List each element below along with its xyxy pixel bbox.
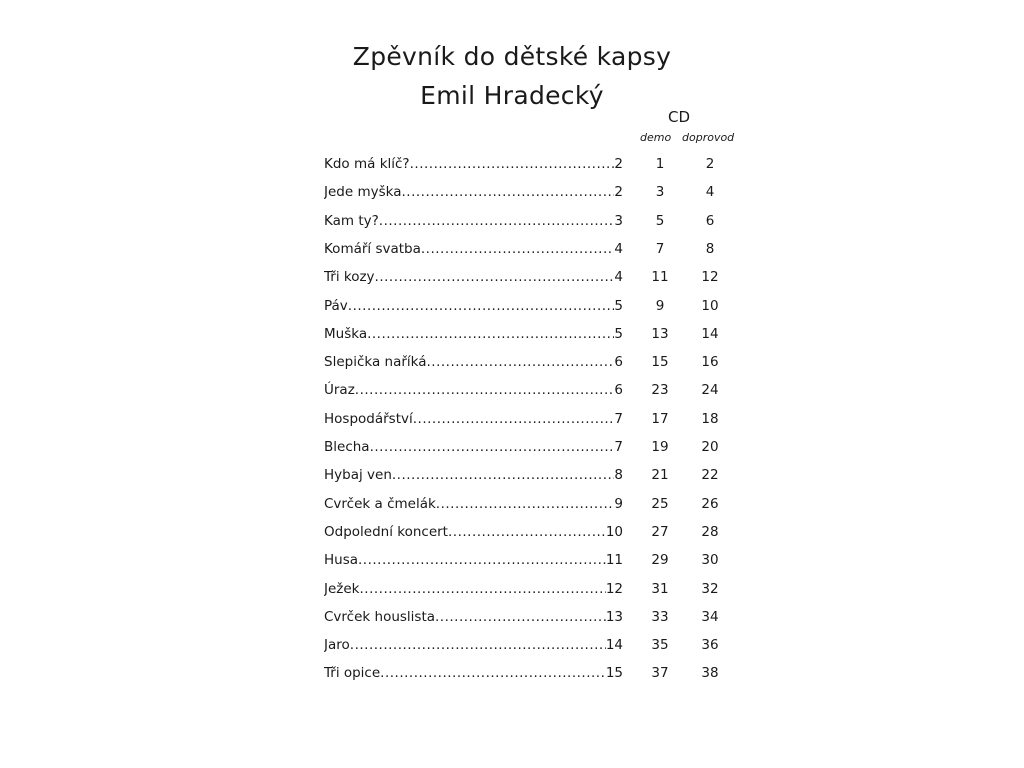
toc-row: [0, 631, 1024, 659]
toc-row: [0, 405, 1024, 433]
cd-accompaniment-track: 6: [705, 212, 715, 229]
page-number: 5: [614, 325, 623, 342]
page-number: 15: [605, 665, 623, 682]
toc-row: [0, 433, 1024, 461]
toc-row: [0, 518, 1024, 546]
page-number: 8: [614, 467, 623, 484]
song-title: Muška: [324, 325, 368, 342]
cd-accompaniment-track: 12: [701, 269, 719, 286]
dot-leader: [358, 546, 606, 574]
dot-leader: [360, 575, 606, 603]
dot-leader: [375, 263, 615, 291]
toc-row: [0, 376, 1024, 404]
cd-demo-track: 7: [655, 240, 665, 257]
dot-leader: [421, 235, 615, 263]
dot-leader: [380, 659, 606, 687]
song-title: Komáří svatba: [324, 240, 421, 257]
cd-demo-track: 5: [655, 212, 665, 229]
cd-accompaniment-track: 36: [701, 637, 719, 654]
toc-entry: [324, 292, 623, 320]
song-title: Tři kozy: [324, 269, 375, 286]
toc-entry: [324, 150, 623, 178]
cd-demo-track: 37: [651, 665, 669, 682]
dot-leader: [413, 405, 615, 433]
song-title: Cvrček a čmelák: [324, 495, 436, 512]
cd-accompaniment-track: 16: [701, 354, 719, 371]
toc-entry: [324, 490, 623, 518]
dot-leader: [379, 207, 615, 235]
demo-column-label: demo: [640, 131, 672, 144]
page-number: 11: [605, 552, 623, 569]
cd-demo-track: 21: [651, 467, 669, 484]
song-title: Páv: [324, 297, 348, 314]
toc-row: [0, 490, 1024, 518]
toc-entry: [324, 546, 623, 574]
cd-accompaniment-track: 28: [701, 523, 719, 540]
page-number: 2: [614, 156, 623, 172]
toc-entry: [324, 518, 623, 546]
cd-accompaniment-track: 10: [701, 297, 719, 314]
song-title: Slepička naříká: [324, 354, 427, 371]
cd-accompaniment-track: 24: [701, 382, 719, 399]
dot-leader: [401, 178, 614, 206]
song-title: Ježek: [324, 580, 360, 597]
page-number: 10: [605, 523, 623, 540]
toc-row: [0, 235, 1024, 263]
dot-leader: [410, 150, 615, 178]
song-title: Kam ty?: [324, 212, 379, 229]
song-title: Hybaj ven: [324, 467, 392, 484]
cd-demo-track: 27: [651, 523, 669, 540]
cd-demo-track: 1: [655, 156, 665, 172]
dot-leader: [392, 461, 615, 489]
song-title: Husa: [324, 552, 359, 569]
toc-entry: [324, 320, 623, 348]
page-number: 2: [614, 184, 623, 201]
dot-leader: [367, 320, 614, 348]
cd-accompaniment-track: 22: [701, 467, 719, 484]
cd-accompaniment-track: 34: [701, 608, 719, 625]
song-title: Jaro: [324, 637, 350, 654]
song-title: Úraz: [324, 382, 355, 399]
page-number: 4: [614, 269, 623, 286]
cd-demo-track: 35: [651, 637, 669, 654]
cd-demo-track: 33: [651, 608, 669, 625]
toc-row: [0, 659, 1024, 687]
toc-row: [0, 150, 1024, 178]
song-title: Tři opice: [324, 665, 381, 682]
song-title: Kdo má klíč?: [324, 156, 410, 172]
accompaniment-column-label: doprovod: [682, 131, 735, 144]
cd-demo-track: 11: [651, 269, 669, 286]
toc-row: [0, 292, 1024, 320]
page-number: 7: [614, 439, 623, 455]
book-title: Zpěvník do dětské kapsy: [352, 41, 672, 71]
song-title: Jede myška: [324, 184, 402, 201]
cd-accompaniment-track: 38: [701, 665, 719, 682]
cd-accompaniment-track: 2: [705, 156, 715, 172]
book-author: Emil Hradecký: [420, 80, 604, 110]
cd-demo-track: 25: [651, 495, 669, 512]
toc-row: [0, 461, 1024, 489]
cd-demo-track: 17: [651, 410, 669, 427]
dot-leader: [427, 348, 615, 376]
cd-demo-track: 9: [655, 297, 665, 314]
toc-entry: [324, 263, 623, 291]
toc-entry: [324, 603, 623, 631]
cd-accompaniment-track: 26: [701, 495, 719, 512]
dot-leader: [350, 631, 606, 659]
toc-entry: [324, 178, 623, 206]
toc-entry: [324, 631, 623, 659]
cd-demo-track: 29: [651, 552, 669, 569]
toc-entry: [324, 433, 623, 461]
song-title: Odpolední koncert: [324, 523, 448, 540]
page-number: 4: [614, 240, 623, 257]
toc-entry: [324, 405, 623, 433]
cd-demo-track: 23: [651, 382, 669, 399]
toc-entry: [324, 376, 623, 404]
toc-row: [0, 603, 1024, 631]
toc-row: [0, 263, 1024, 291]
dot-leader: [435, 603, 606, 631]
toc-entry: [324, 461, 623, 489]
dot-leader: [436, 490, 615, 518]
cd-demo-track: 15: [651, 354, 669, 371]
toc-row: [0, 320, 1024, 348]
toc-row: [0, 178, 1024, 206]
toc-entry: [324, 207, 623, 235]
toc-entry: [324, 235, 623, 263]
toc-entry: [324, 348, 623, 376]
toc-row: [0, 348, 1024, 376]
cd-demo-track: 19: [651, 439, 669, 455]
page-number: 6: [614, 382, 623, 399]
page-number: 12: [605, 580, 623, 597]
cd-accompaniment-track: 18: [701, 410, 719, 427]
page-number: 13: [605, 608, 623, 625]
page-number: 14: [605, 637, 623, 654]
dot-leader: [448, 518, 606, 546]
cd-accompaniment-track: 32: [701, 580, 719, 597]
page-number: 5: [614, 297, 623, 314]
cd-accompaniment-track: 8: [705, 240, 715, 257]
cd-accompaniment-track: 14: [701, 325, 719, 342]
cd-demo-track: 3: [655, 184, 665, 201]
cd-accompaniment-track: 20: [701, 439, 719, 455]
page-number: 6: [614, 354, 623, 371]
song-title: Cvrček houslista: [324, 608, 436, 625]
toc-row: [0, 575, 1024, 603]
toc-row: [0, 546, 1024, 574]
page-number: 7: [614, 410, 623, 427]
dot-leader: [348, 292, 615, 320]
song-title: Hospodářství: [324, 410, 413, 427]
cd-column-label: CD: [668, 108, 691, 126]
page-number: 9: [614, 495, 623, 512]
song-title: Blecha: [324, 439, 370, 455]
toc-row: [0, 207, 1024, 235]
cd-accompaniment-track: 30: [701, 552, 719, 569]
cd-demo-track: 31: [651, 580, 669, 597]
dot-leader: [370, 433, 615, 461]
toc-entry: [324, 575, 623, 603]
dot-leader: [355, 376, 615, 404]
cd-demo-track: 13: [651, 325, 669, 342]
cd-accompaniment-track: 4: [705, 184, 715, 201]
toc-entry: [324, 659, 623, 687]
page-number: 3: [614, 212, 623, 229]
